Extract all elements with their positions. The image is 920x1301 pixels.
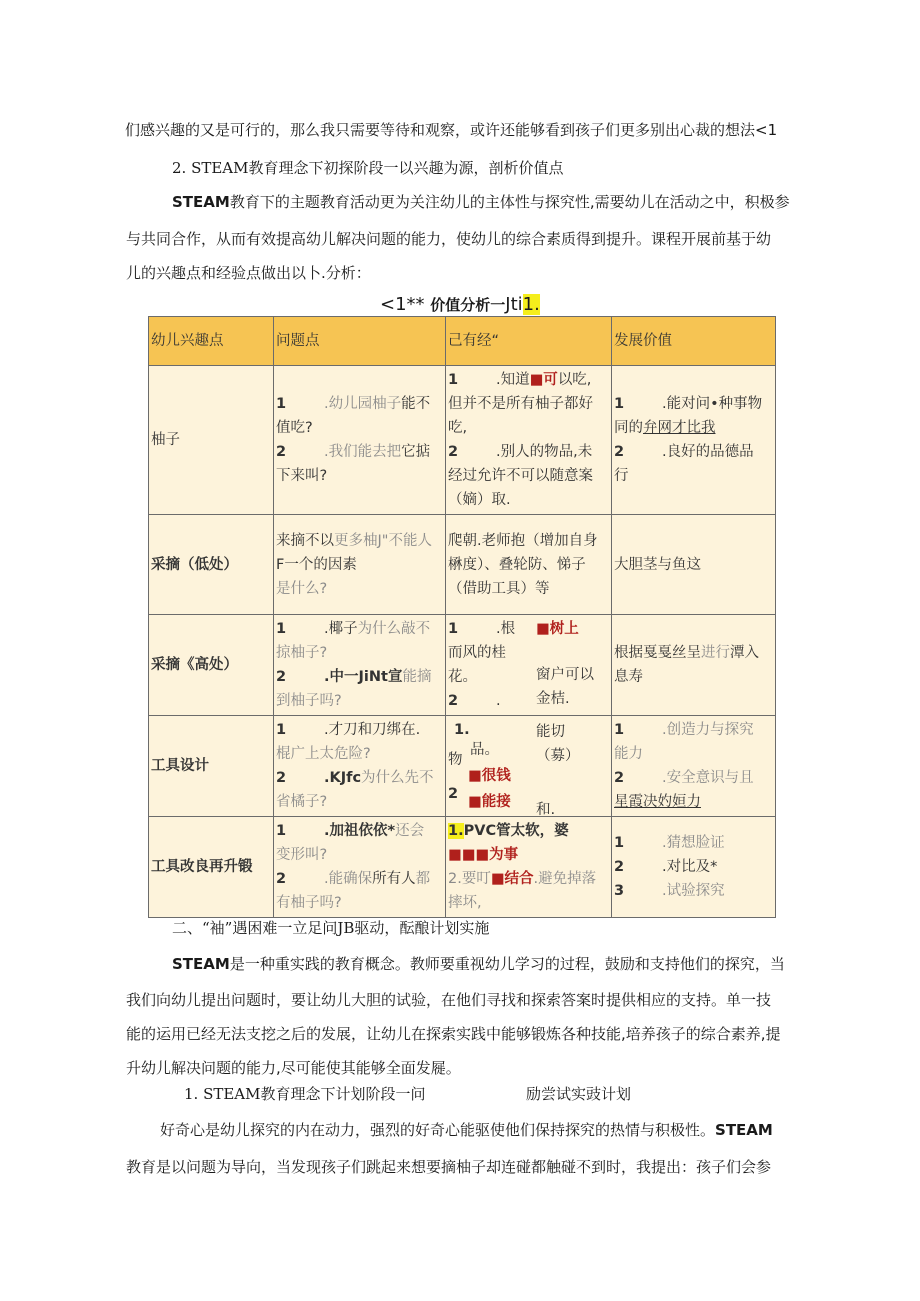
table-row [149,615,776,716]
header-cell: 发展价值 [612,317,776,366]
header-cell: 己有经“ [446,317,612,366]
cell: 1 .能对问•种事物 同的弁网才比我 2 .良好的品德品 行 [612,366,776,515]
paragraph-line [126,1157,771,1177]
text: 儿的兴趣点和经验点做出以卜.分析： [126,264,371,282]
text: 教育下的主题教育活动更为关注幼儿的主体性与探究性,需要幼儿在活动之中，积极参 [229,193,790,211]
row-head-cell: 采摘（低处） [149,515,274,615]
text: 价值分析一 [430,296,506,314]
section-heading [172,158,564,178]
cell: 1 .加祖依依*还会 变形叫? 2 .能确保所有人都 有柚子吗? [274,817,446,918]
text: <1** [380,294,431,315]
cell: 大胆茎与鱼这 [612,515,776,615]
cell: 1 .幼儿园柚子能不 值吃? 2 .我们能去把它掂 下来叫? [274,366,446,515]
table-row [149,366,776,515]
section-heading-tail [526,1084,631,1104]
text: 教育是以问题为导向，当发现孩子们跳起来想要摘柚子却连碰都触碰不到时，我提出：孩子们会参 [126,1158,772,1176]
row-head-cell: 工具改良再升锻 [149,817,274,918]
text: 1. STEAM教育理念下计划阶段一问 [184,1085,426,1103]
text: 好奇心是幼儿探究的内在动力，强烈的好奇心能驱使他们保持探究的热情与积极性。 [160,1121,716,1139]
cell: 1. 物 品。 2 ■很钱 ■能接 能切 （募） 和. [446,716,612,817]
section-heading [184,1084,426,1104]
paragraph-line [126,229,771,249]
cell: 来摘不以更多柚J"不能人 F一个的因素 是什么? [274,515,446,615]
cell: 1 .创造力与探究 能力 2 .安全意识与且 星霞决妁姮力 [612,716,776,817]
paragraph-line [126,990,771,1010]
text: STEAM [172,955,230,973]
text: 能的运用已经无法支挖之后的发展，让幼儿在探索实践中能够锻炼各种技能,培养孩子的综合素养,提 [126,1025,781,1043]
section-heading [172,918,489,938]
table-row [149,515,776,615]
paragraph-line [160,1120,773,1140]
text: 与共同合作，从而有效提高幼儿解决问题的能力，使幼儿的综合素质得到提升。课程开展前基于幼 [126,230,772,248]
paragraph-line [172,954,785,974]
paragraph-line [126,1058,461,1078]
table-row [149,716,776,817]
cell: 1.PVC管太软，婆 ■■■为事 2.要叮■结合.避免掉落 摔坏, [446,817,612,918]
text: 二、“袖”遇困难一立足问JB驱动，酝酿计划实施 [172,919,490,937]
paragraph-line [172,192,790,212]
header-cell: 幼儿兴趣点 [149,317,274,366]
cell: 根据戛戛丝呈进行潭入 息寿 [612,615,776,716]
text: 们感兴趣的又是可行的，那么我只需要等待和观察，或许还能够看到孩子们更多别出心裁的想法<1 [125,121,778,139]
cell: 1 .椰子为什么敲不 掠柚子? 2 .中一JiNt宣能摘 到柚子吗? [274,615,446,716]
table-header-row [149,317,776,366]
text: STEAM [172,193,230,211]
cell: 爬朝.老师抱（增加自身 楙度）、叠轮防、悌子 （借助工具）等 [446,515,612,615]
text: 是一种重实践的教育概念。教师要重视幼儿学习的过程，鼓励和支持他们的探究，当 [229,955,785,973]
row-head-cell: 工具设计 [149,716,274,817]
paragraph-line [125,120,777,140]
text: 励尝试实豉计划 [526,1085,632,1103]
cell: 1 .知道■可以吃, 但并不是所有柚子都好 吃, 2 .别人的物品,未 经过允许不可以随意案 （嫡）取. [446,366,612,515]
text: 升幼儿解决问题的能力,尽可能使其能够全面发屣。 [126,1059,461,1077]
table-caption [380,294,540,316]
cell: 1 .猜想脸证 2 .对比及* 3 .试验探究 [612,817,776,918]
paragraph-line [126,263,371,283]
header-cell: 问题点 [274,317,446,366]
text: Jti [505,294,523,315]
table-row [149,817,776,918]
value-analysis-table [148,316,776,918]
cell: 1 .才刀和刀绑在. 棍广上太危险? 2 .KJfc为什么先不 省橘子? [274,716,446,817]
row-head-cell: 柚子 [149,366,274,515]
cell: 1 .根 而风的桂 花。 2 . ■树上 窗户可以 金桔. [446,615,612,716]
text: 2. STEAM教育理念下初探阶段一以兴趣为源，剖析价值点 [172,159,564,177]
text: STEAM [715,1121,773,1139]
text: 1. [522,294,540,315]
paragraph-line [126,1024,781,1044]
text: 我们向幼儿提出问题时，要让幼儿大胆的试验，在他们寻找和探索答案时提供相应的支持。单一技 [126,991,772,1009]
row-head-cell: 采摘《高处） [149,615,274,716]
